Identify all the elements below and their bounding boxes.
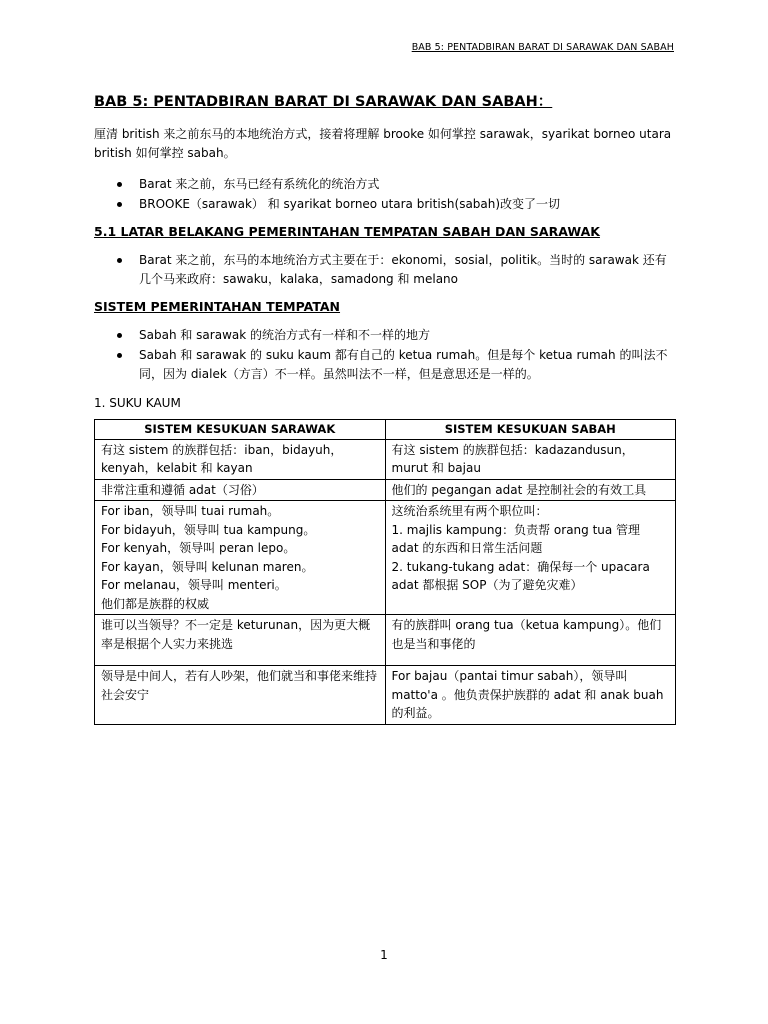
cell-sabah — [385, 666, 676, 725]
page-content — [94, 90, 676, 725]
cell-line: 他们的 pegangan adat 是控制社会的有效工具 — [391, 482, 647, 497]
cell-sabah — [385, 479, 676, 501]
table-row — [95, 479, 676, 501]
table-header-row — [95, 420, 676, 440]
section-heading-5-1: 5.1 LATAR BELAKANG PEMERINTAHAN TEMPATAN SABAH DAN SARAWAK — [94, 224, 600, 239]
intro-paragraph: 厘清 british 来之前东马的本地统治方式，接着将理解 brooke 如何掌控 sarawak，syarikat borneo utara british 如何掌控 sabah。 — [94, 127, 672, 160]
bullet-item: Sabah 和 sarawak 的统治方式有一样和不一样的地方 — [94, 326, 676, 345]
cell-line: 非常注重和遵循 adat（习俗） — [101, 482, 264, 497]
header-sabah: SISTEM KESUKUAN SABAH — [385, 420, 676, 440]
section-5-1-bullet-list — [94, 251, 676, 289]
cell-sabah — [385, 501, 676, 615]
cell-sabah — [385, 439, 676, 479]
cell-line: 这统治系统里有两个职位叫： — [391, 504, 548, 518]
cell-line: For iban，领导叫 tuai rumah。 — [101, 504, 280, 518]
cell-line: 谁可以当领导？不一定是 keturunan，因为更大概率是根据个人实力来挑选 — [101, 618, 371, 651]
cell-line: 他们都是族群的权威 — [101, 596, 210, 611]
table-row — [95, 666, 676, 725]
table-label: 1. SUKU KAUM — [94, 396, 181, 410]
cell-line: 领导是中间人，若有人吵架，他们就当和事佬来维持社会安宁 — [101, 669, 378, 702]
cell-sabah — [385, 615, 676, 666]
cell-sarawak — [95, 666, 386, 725]
running-header: BAB 5: PENTADBIRAN BARAT DI SARAWAK DAN SABAH — [411, 42, 674, 53]
cell-sarawak — [95, 501, 386, 615]
cell-line: For kayan，领导叫 kelunan maren。 — [101, 559, 314, 574]
document-title: BAB 5: PENTADBIRAN BARAT DI SARAWAK DAN SABAH： — [94, 94, 553, 110]
cell-line: For kenyah，领导叫 peran lepo。 — [101, 541, 296, 555]
table-row — [95, 439, 676, 479]
cell-line: 2. tukang-tukang adat：确保每一个 upacara adat 都根据 SOP（为了避免灾难） — [391, 559, 650, 592]
cell-line: 有这 sistem 的族群包括：iban，bidayuh，kenyah，kelabit 和 kayan — [101, 442, 343, 475]
cell-sarawak — [95, 615, 386, 666]
cell-line: For melanau，领导叫 menteri。 — [101, 578, 287, 592]
cell-line: 有这 sistem 的族群包括：kadazandusun，murut 和 bajau — [391, 442, 634, 475]
bullet-item: BROOKE（sarawak） 和 syarikat borneo utara british(sabah)改变了一切 — [94, 195, 676, 214]
cell-line: For bajau（pantai timur sabah），领导叫 matto'a 。他负责保护族群的 adat 和 anak buah 的利益。 — [391, 669, 664, 720]
cell-line: 有的族群叫 orang tua（ketua kampung）。他们也是当和事佬的 — [391, 618, 662, 651]
table-row — [95, 615, 676, 666]
page-number: 1 — [380, 948, 388, 962]
intro-bullet-list — [94, 175, 676, 214]
section-heading-sistem: SISTEM PEMERINTAHAN TEMPATAN — [94, 299, 341, 314]
cell-line: 1. majlis kampung：负责帮 orang tua 管理 adat 的东西和日常生活问题 — [391, 522, 641, 555]
header-sarawak: SISTEM KESUKUAN SARAWAK — [95, 420, 386, 440]
bullet-item: Barat 来之前，东马的本地统治方式主要在于：ekonomi，sosial，politik。当时的 sarawak 还有几个马来政府：sawaku，kalaka，samadong 和 melano — [94, 251, 676, 289]
ethnic-system-table — [94, 419, 676, 725]
cell-sarawak — [95, 479, 386, 501]
sistem-bullet-list — [94, 326, 676, 384]
table-row — [95, 501, 676, 615]
cell-sarawak — [95, 439, 386, 479]
cell-line: For bidayuh，领导叫 tua kampung。 — [101, 522, 316, 537]
bullet-item: Barat 来之前，东马已经有系统化的统治方式 — [94, 175, 676, 194]
bullet-item: Sabah 和 sarawak 的 suku kaum 都有自己的 ketua rumah。但是每个 ketua rumah 的叫法不同，因为 dialek（方言）不一样。虽然叫法不一样，但是意思还是一样的。 — [94, 346, 676, 384]
